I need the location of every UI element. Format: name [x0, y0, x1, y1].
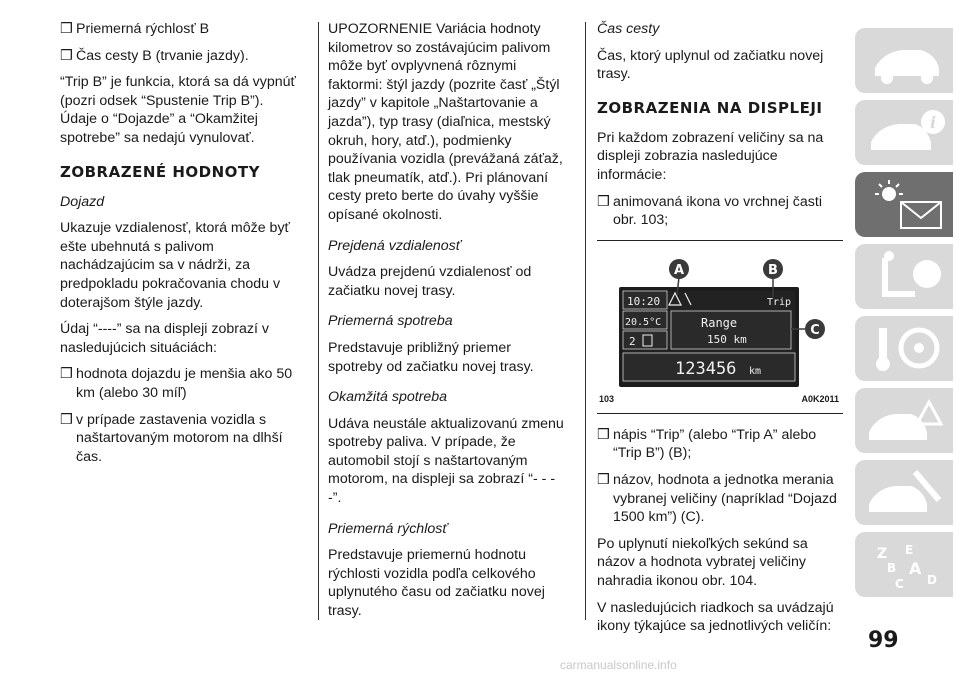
paragraph: Ukazuje vzdialenosť, ktorá môže byť ešte ubehnutá s palivom nachádzajúcim sa v nádrži, za predpokladu pokračovania chodu v doterajšom štýle jazdy.	[60, 220, 290, 311]
svg-text:Z: Z	[877, 546, 888, 562]
watermark: carmanualsonline.info	[560, 658, 677, 672]
tab-safety[interactable]	[855, 244, 953, 309]
column-divider	[585, 22, 586, 620]
column-3	[597, 20, 843, 644]
tab-technical-data[interactable]	[855, 532, 953, 597]
section-heading: ZOBRAZENIA NA DISPLEJI	[597, 98, 823, 117]
display-illustration	[597, 247, 837, 397]
bullet-item: ❒ hodnota dojazdu je menšia ako 50 km (alebo 30 míľ)	[60, 366, 293, 401]
svg-text:C: C	[895, 577, 904, 591]
bullet-item: ❒ v prípade zastavenia vozidla s naštartovaným motorom na dlhší čas.	[60, 411, 283, 465]
car-icon	[855, 28, 953, 93]
subheading: Okamžitá spotreba	[328, 389, 448, 406]
subheading: Priemerná spotreba	[328, 313, 453, 330]
emergency-car-icon	[855, 388, 953, 453]
column-divider	[318, 22, 319, 620]
display-odometer-unit: km	[749, 365, 762, 377]
svg-text:A: A	[909, 559, 922, 578]
paragraph: “Trip B” je funkcia, ktorá sa dá vypnúť (pozri odsek “Spustenie Trip B”). Údaje o “Dojazde” a “Okamžitej spotrebe” sa nedajú vynulovať.	[60, 74, 296, 146]
svg-text:C: C	[810, 322, 820, 338]
bullet-item: ❒ Priemerná rýchlosť B	[60, 21, 210, 37]
column-1	[60, 20, 296, 474]
svg-text:E: E	[905, 543, 914, 557]
subheading: Prejdená vzdialenosť	[328, 237, 461, 254]
seat-airbag-icon	[855, 244, 953, 309]
svg-text:i: i	[930, 113, 937, 132]
display-value: 150 km	[707, 332, 747, 346]
tab-car-info[interactable]	[855, 100, 953, 165]
paragraph: UPOZORNENIE Variácia hodnoty kilometrov so zostávajúcim palivom môže byť ovplyvnená rôznymi faktormi: štýl jazdy (pozrite časť „Štýl jazdy” v kapitole „Naštartovanie a jazda”), typ trasy (diaľnica, mestský okruh, hory, atď.), podmienky používania vozidla (prevážaná záťaž, tlak pneumatík, atď.). Pri plánovaní cesty preto berte do úvahy vyššie opísané okolnosti.	[328, 21, 563, 223]
svg-text:B: B	[887, 561, 897, 575]
bullet-item: ❒ nápis “Trip” (alebo “Trip A” alebo “Trip B”) (B);	[597, 426, 817, 462]
car-info-icon	[855, 100, 953, 165]
technical-data-icon	[855, 532, 953, 597]
column-2	[328, 20, 568, 629]
bullet-item: ❒ názov, hodnota a jednotka merania vybranej veličiny (napríklad “Dojazd 1500 km”) (C).	[597, 471, 837, 526]
figure-code: A0K2011	[801, 394, 839, 405]
tab-car-overview[interactable]	[855, 28, 953, 93]
display-trip: Trip	[767, 296, 792, 308]
display-odometer: 123456	[675, 358, 737, 379]
display-gear: 2	[629, 334, 636, 348]
svg-text:A: A	[673, 262, 685, 278]
svg-text:B: B	[768, 262, 778, 278]
figure-number: 103	[599, 394, 615, 405]
subheading: Dojazd	[60, 193, 105, 210]
chapter-tabs	[855, 28, 955, 604]
key-steering-wheel-icon	[855, 316, 953, 381]
bullet-item: ❒ Čas cesty B (trvanie jazdy).	[60, 47, 249, 64]
display-temperature: 20.5°C	[625, 316, 662, 328]
subheading: Čas cesty	[597, 21, 660, 37]
tab-starting-driving[interactable]	[855, 316, 953, 381]
bullet-item: ❒ animovaná ikona vo vrchnej časti obr. 103;	[597, 193, 822, 229]
subheading: Priemerná rýchlosť	[328, 520, 448, 537]
paragraph: Predstavuje približný priemer spotreby od začiatku novej trasy.	[328, 339, 534, 375]
paragraph: Čas, ktorý uplynul od začiatku novej trasy.	[597, 47, 824, 83]
figure-103	[597, 240, 843, 414]
display-label: Range	[701, 315, 738, 330]
paragraph: Údaj “----” sa na displeji zobrazí v nasledujúcich situáciách:	[60, 321, 269, 356]
section-heading: ZOBRAZENÉ HODNOTY	[60, 162, 261, 181]
warning-light-message-icon	[855, 172, 953, 237]
tab-dashboard-lights[interactable]	[855, 172, 953, 237]
svg-text:D: D	[927, 573, 937, 587]
display-time: 10:20	[627, 294, 661, 308]
paragraph: Udáva neustále aktualizovanú zmenu spotreby paliva. V prípade, že automobil stojí s naštartovaným motorom, na displeji sa zobrazí “- - - -”.	[328, 415, 564, 507]
paragraph: Pri každom zobrazení veličiny sa na displeji zobrazia nasledujúce informácie:	[597, 129, 824, 183]
wrench-car-icon	[855, 460, 953, 525]
tab-maintenance[interactable]	[855, 460, 953, 525]
tab-emergency[interactable]	[855, 388, 953, 453]
paragraph: Predstavuje priemernú hodnotu rýchlosti vozidla podľa celkového uplynutého času od začiatku novej trasy.	[328, 547, 545, 620]
paragraph: Po uplynutí niekoľkých sekúnd sa názov a hodnota vybratej veličiny nahradia ikonou obr. 104.	[597, 535, 808, 589]
page-number: 99	[868, 628, 899, 653]
paragraph: V nasledujúcich riadkoch sa uvádzajú ikony týkajúce sa jednotlivých veličín:	[597, 599, 834, 635]
paragraph: Uvádza prejdenú vzdialenosť od začiatku novej trasy.	[328, 264, 532, 299]
